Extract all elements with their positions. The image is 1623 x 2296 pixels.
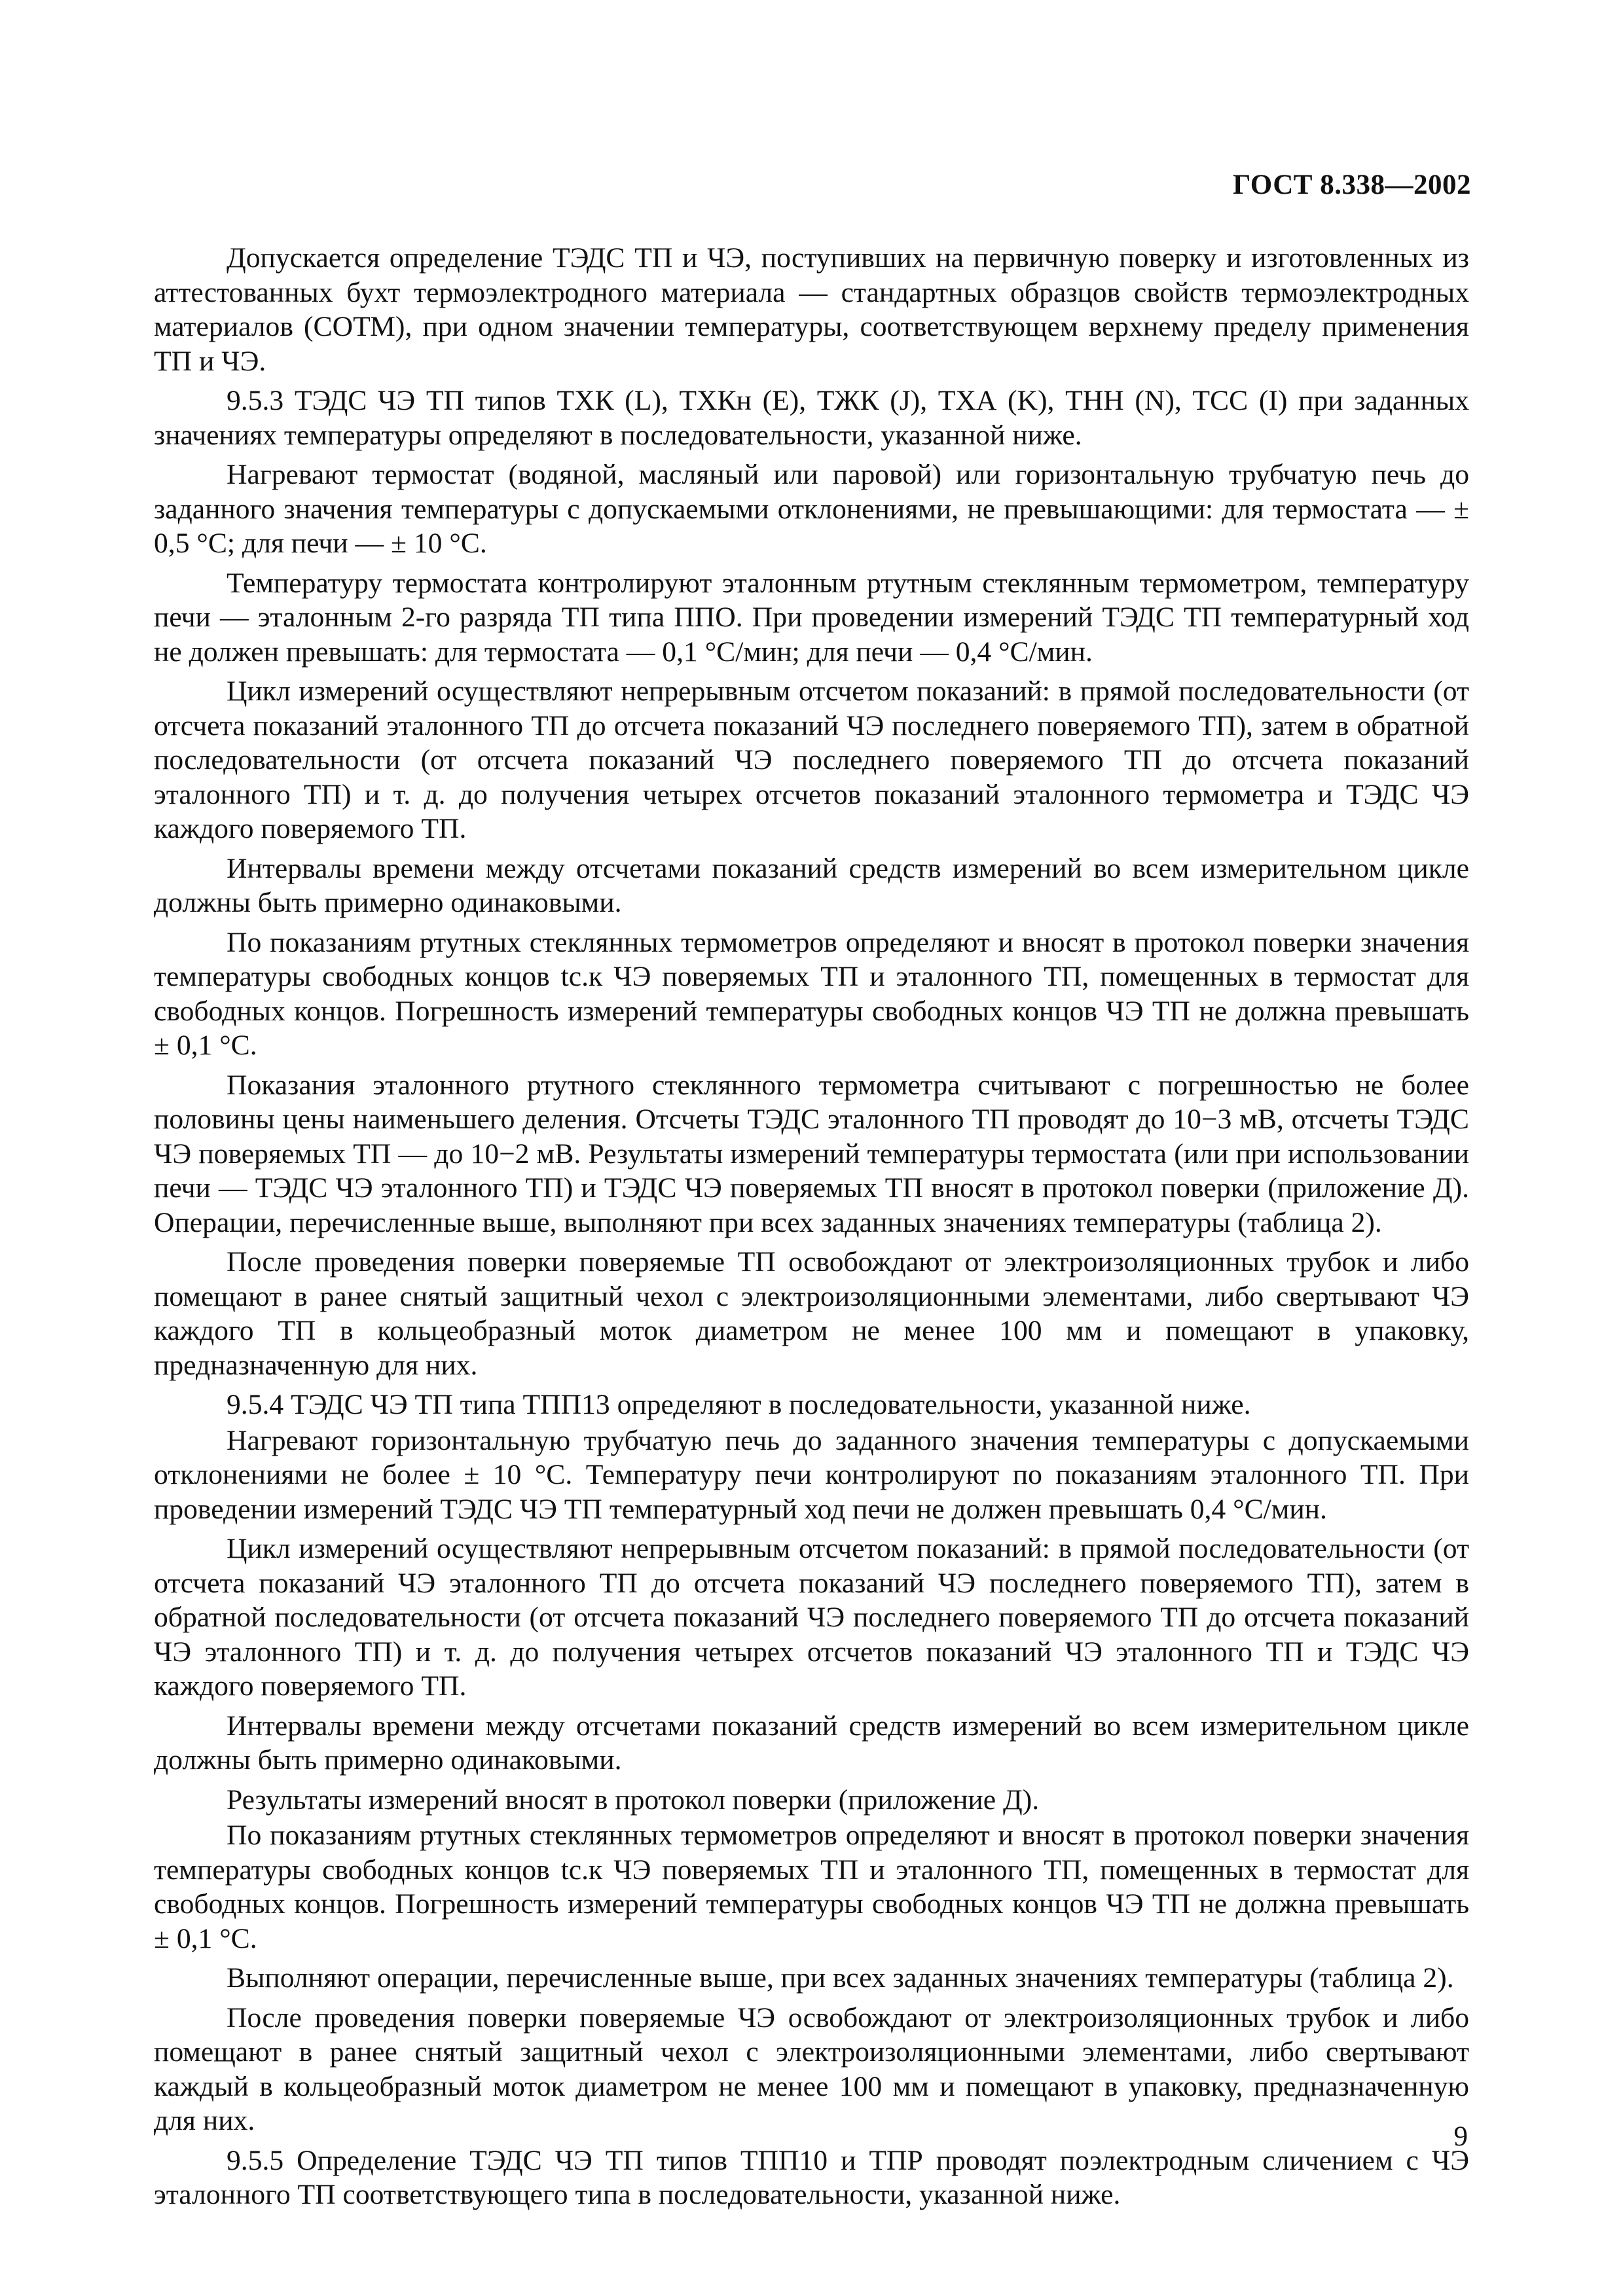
paragraph-2: 9.5.3 ТЭДС ЧЭ ТП типов ТХК (L), ТХКн (E), ТЖК (J), ТХА (K), ТНН (N), ТСС (I) при заданных значениях температуры определяют в последовательности, указанной ниже.: [154, 385, 1469, 451]
paragraph-8: Показания эталонного ртутного стеклянного термометра считывают с погрешностью не более половины цены наименьшего деления. Отсчеты ТЭДС эталонного ТП проводят до 10−3 мВ, отсчеты ТЭДС ЧЭ поверяемых ТП — до 10−2 мВ. Результаты измерений температуры термостата (или при использовании печи — ТЭДС ЧЭ эталонного ТП) и ТЭДС ЧЭ поверяемых ТП вносят в протокол поверки (приложение Д). Операции, перечисленные выше, выполняют при всех заданных значениях температуры (таблица 2).: [154, 1069, 1469, 1238]
paragraph-4: Температуру термостата контролируют эталонным ртутным стеклянным термометром, температуру печи — эталонным 2-го разряда ТП типа ППО. При проведении измерений ТЭДС ТП температурный ход не должен превышать: для термостата — 0,1 °С/мин; для печи — 0,4 °С/мин.: [154, 567, 1469, 668]
paragraph-10: 9.5.4 ТЭДС ЧЭ ТП типа ТПП13 определяют в последовательности, указанной ниже.: [227, 1389, 1251, 1420]
document-body: [154, 241, 1469, 2217]
document-standard-number: ГОСТ 8.338—2002: [1233, 170, 1471, 200]
paragraph-5: Цикл измерений осуществляют непрерывным отсчетом показаний: в прямой последовательности (от отсчета показаний эталонного ТП до отсчета показаний ЧЭ последнего поверяемого ТП), затем в обратной последовательности (от отсчета показаний ЧЭ последнего поверяемого ТП до отсчета показаний эталонного ТП) и т. д. до получения четырех отсчетов показаний эталонного термометра и ТЭДС ЧЭ каждого поверяемого ТП.: [154, 675, 1469, 844]
page-number: 9: [1453, 2121, 1468, 2152]
paragraph-7: По показаниям ртутных стеклянных термометров определяют и вносят в протокол поверки значения температуры свободных концов tс.к ЧЭ поверяемых ТП и эталонного ТП, помещенных в термостат для свободных концов. Погрешность измерений температуры свободных концов ЧЭ ТП не должна превышать ± 0,1 °С.: [154, 926, 1469, 1061]
paragraph-13: Интервалы времени между отсчетами показаний средств измерений во всем измерительном цикле должны быть примерно одинаковыми.: [154, 1710, 1469, 1776]
paragraph-15: По показаниям ртутных стеклянных термометров определяют и вносят в протокол поверки значения температуры свободных концов tс.к ЧЭ поверяемых ТП и эталонного ТП, помещенных в термостат для свободных концов. Погрешность измерений температуры свободных концов ЧЭ ТП не должна превышать ± 0,1 °С.: [154, 1820, 1469, 1954]
paragraph-12: Цикл измерений осуществляют непрерывным отсчетом показаний: в прямой последовательности (от отсчета показаний ЧЭ эталонного ТП до отсчета показаний ЧЭ последнего поверяемого ТП), затем в обратной последовательности (от отсчета показаний ЧЭ последнего поверяемого ТП до отсчета показаний ЧЭ эталонного ТП) и т. д. до получения четырех отсчетов показаний ЧЭ эталонного ТП и ТЭДС ЧЭ каждого поверяемого ТП.: [154, 1533, 1469, 1702]
paragraph-17: После проведения поверки поверяемые ЧЭ освобождают от электроизоляционных трубок и либо помещают в ранее снятый защитный чехол с электроизоляционными элементами, либо свертывают каждый в кольцеобразный моток диаметром не менее 100 мм и помещают в упаковку, предназначенную для них.: [154, 2001, 1469, 2136]
paragraph-18: 9.5.5 Определение ТЭДС ЧЭ ТП типов ТПП10 и ТПР проводят поэлектродным сличением с ЧЭ эталонного ТП соответствующего типа в последовательности, указанной ниже.: [154, 2144, 1469, 2210]
paragraph-11: Нагревают горизонтальную трубчатую печь до заданного значения температуры с допускаемыми отклонениями не более ± 10 °С. Температуру печи контролируют по показаниям эталонного ТП. При проведении измерений ТЭДС ЧЭ ТП температурный ход печи не должен превышать 0,4 °С/мин.: [154, 1424, 1469, 1525]
paragraph-3: Нагревают термостат (водяной, масляный или паровой) или горизонтальную трубчатую печь до заданного значения температуры с допускаемыми отклонениями, не превышающими: для термостата — ± 0,5 °С; для печи — ± 10 °С.: [154, 459, 1469, 559]
paragraph-16: Выполняют операции, перечисленные выше, при всех заданных значениях температуры (таблица 2).: [227, 1962, 1454, 1994]
paragraph-14: Результаты измерений вносят в протокол поверки (приложение Д).: [227, 1784, 1040, 1816]
paragraph-9: После проведения поверки поверяемые ТП освобождают от электроизоляционных трубок и либо помещают в ранее снятый защитный чехол с электроизоляционными элементами, либо свертывают ЧЭ каждого ТП в кольцеобразный моток диаметром не менее 100 мм и помещают в упаковку, предназначенную для них.: [154, 1246, 1469, 1381]
paragraph-1: Допускается определение ТЭДС ТП и ЧЭ, поступивших на первичную поверку и изготовленных из аттестованных бухт термоэлектродного материала — стандартных образцов свойств термоэлектродных материалов (СОТМ), при одном значении температуры, соответствующем верхнему пределу применения ТП и ЧЭ.: [154, 242, 1469, 377]
paragraph-6: Интервалы времени между отсчетами показаний средств измерений во всем измерительном цикле должны быть примерно одинаковыми.: [154, 852, 1469, 918]
